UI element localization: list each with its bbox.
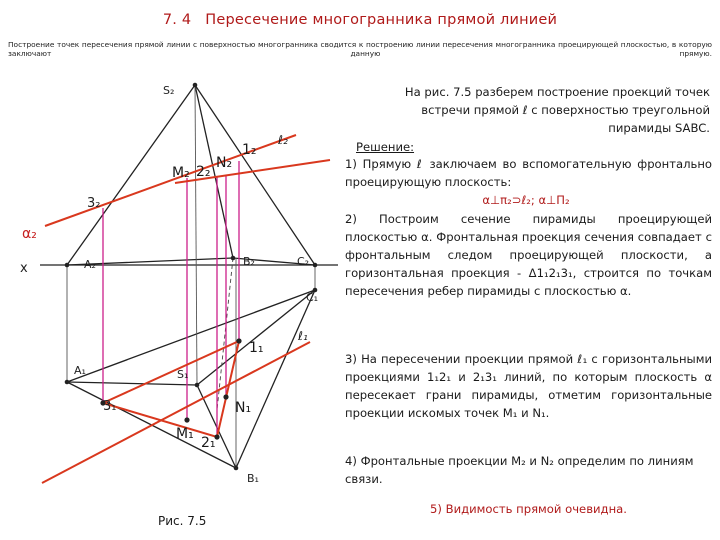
- edge-A1S1: [67, 382, 197, 385]
- label-A2: A₂: [84, 258, 96, 271]
- label-S1: S₁: [177, 368, 189, 381]
- label-B1: B₁: [247, 472, 259, 485]
- label-1-2: 1₂: [242, 142, 257, 158]
- step-1-text: 1) Прямую ℓ заключаем во вспомогательную фронтально проецирующую плоскость:: [345, 157, 712, 189]
- label-S2: S₂: [163, 84, 175, 97]
- label-C1: C₁: [306, 291, 319, 304]
- paragraph-intro-right: На рис. 7.5 разберем построение проекций точек встречи прямой ℓ с поверхностью треугольной пирамиды SABC.: [404, 85, 710, 135]
- label-B2: B₂: [243, 255, 255, 268]
- label-M2: M₂: [172, 165, 190, 181]
- pyramid-frontal-projection: [67, 85, 315, 265]
- label-2-2: 2₂: [196, 164, 211, 180]
- link-lines: [103, 161, 239, 437]
- label-alpha2: α₂: [22, 226, 37, 242]
- intro-paragraph: Построение точек пересечения прямой линии с поверхностью многогранника сводится к построению линии пересечения многогранника проецирующей плоскостью, в которую заключают данную прямую.: [8, 40, 712, 59]
- edge-A1C1: [67, 290, 315, 382]
- label-C2: C₂: [297, 255, 310, 268]
- label-3-2: 3₂: [87, 196, 101, 211]
- label-2-1: 2₁: [201, 435, 216, 451]
- label-N2: N₂: [216, 155, 233, 171]
- label-axis-x: x: [20, 261, 28, 276]
- step-3-text: 3) На пересечении проекции прямой ℓ₁ с горизонтальными проекциями 1₁2₁ и 2₁3₁ линий, по которым плоскость α пересекает грани пирамиды, отметим горизонтальные проекции искомых точек M₁ и N₁.: [345, 352, 712, 420]
- label-l2: ℓ₂: [278, 133, 288, 147]
- step-1-formula: α⊥π₂⊃ℓ₂; α⊥П₂: [482, 193, 570, 207]
- step-5-text: 5) Видимость прямой очевидна.: [430, 502, 627, 516]
- label-3-1: 3₁: [103, 399, 117, 414]
- section-number: 7. 4: [162, 12, 192, 28]
- label-A1: A₁: [74, 364, 86, 377]
- section-title: Пересечение многогранника прямой линией: [205, 12, 558, 28]
- edge-S2C2: [195, 85, 315, 265]
- label-M1: M₁: [176, 426, 194, 442]
- label-1-1: 1₁: [249, 340, 264, 356]
- solution-heading: Решение:: [356, 140, 415, 154]
- step-2-text: 2) Построим сечение пирамиды проецирующей плоскостью α. Фронтальная проекция сечения совпадает с фронтальным следом проецирующей плоскости, а горизонтальная проекция - Δ1₁2₁3₁, строится по точкам пересечения ребер пирамиды с плоскостью α.: [345, 212, 712, 298]
- step-4-text: 4) Фронтальные проекции M₂ и N₂ определим по линиям связи.: [345, 454, 694, 486]
- label-l1: ℓ₁: [298, 329, 308, 343]
- edge-C1B1: [236, 290, 315, 468]
- label-N1: N₁: [235, 400, 252, 416]
- figure-caption: Рис. 7.5: [158, 514, 207, 528]
